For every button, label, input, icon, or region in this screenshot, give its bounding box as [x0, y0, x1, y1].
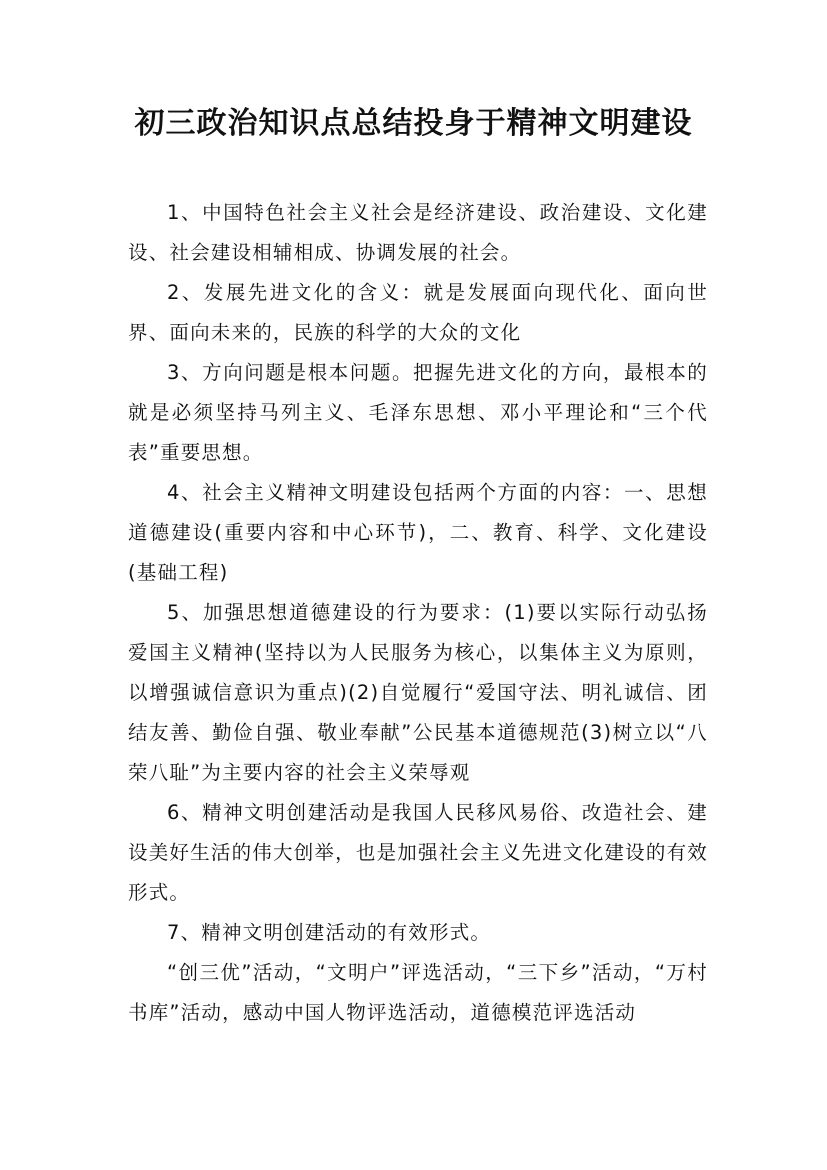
paragraph-1: 1、中国特色社会主义社会是经济建设、政治建设、文化建设、社会建设相辅相成、协调发展的社会。	[128, 201, 708, 264]
paragraph-8: “创三优”活动，“文明户”评选活动，“三下乡”活动，“万村书库”活动，感动中国人物评选活动，道德模范评选活动	[128, 961, 708, 1024]
paragraph-5: 5、加强思想道德建设的行为要求：(1)要以实际行动弘扬爱国主义精神(坚持以为人民服务为核心，以集体主义为原则，以增强诚信意识为重点)(2)自觉履行“爱国守法、明礼诚信、团结友善、勤俭自强、敬业奉献”公民基本道德规范(3)树立以“八荣八耻”为主要内容的社会主义荣辱观	[128, 601, 708, 784]
document-title: 初三政治知识点总结投身于精神文明建设	[134, 106, 693, 141]
paragraph-4: 4、社会主义精神文明建设包括两个方面的内容：一、思想道德建设(重要内容和中心环节)，二、教育、科学、文化建设(基础工程)	[128, 481, 708, 584]
paragraph-6: 6、精神文明创建活动是我国人民移风易俗、改造社会、建设美好生活的伟大创举，也是加强社会主义先进文化建设的有效形式。	[128, 801, 708, 904]
document-body	[128, 193, 708, 1033]
paragraph-7: 7、精神文明创建活动的有效形式。	[167, 921, 492, 944]
paragraph-2: 2、发展先进文化的含义：就是发展面向现代化、面向世界、面向未来的，民族的科学的大众的文化	[128, 281, 708, 344]
paragraph-3: 3、方向问题是根本问题。把握先进文化的方向，最根本的就是必须坚持马列主义、毛泽东思想、邓小平理论和“三个代表”重要思想。	[128, 361, 708, 464]
